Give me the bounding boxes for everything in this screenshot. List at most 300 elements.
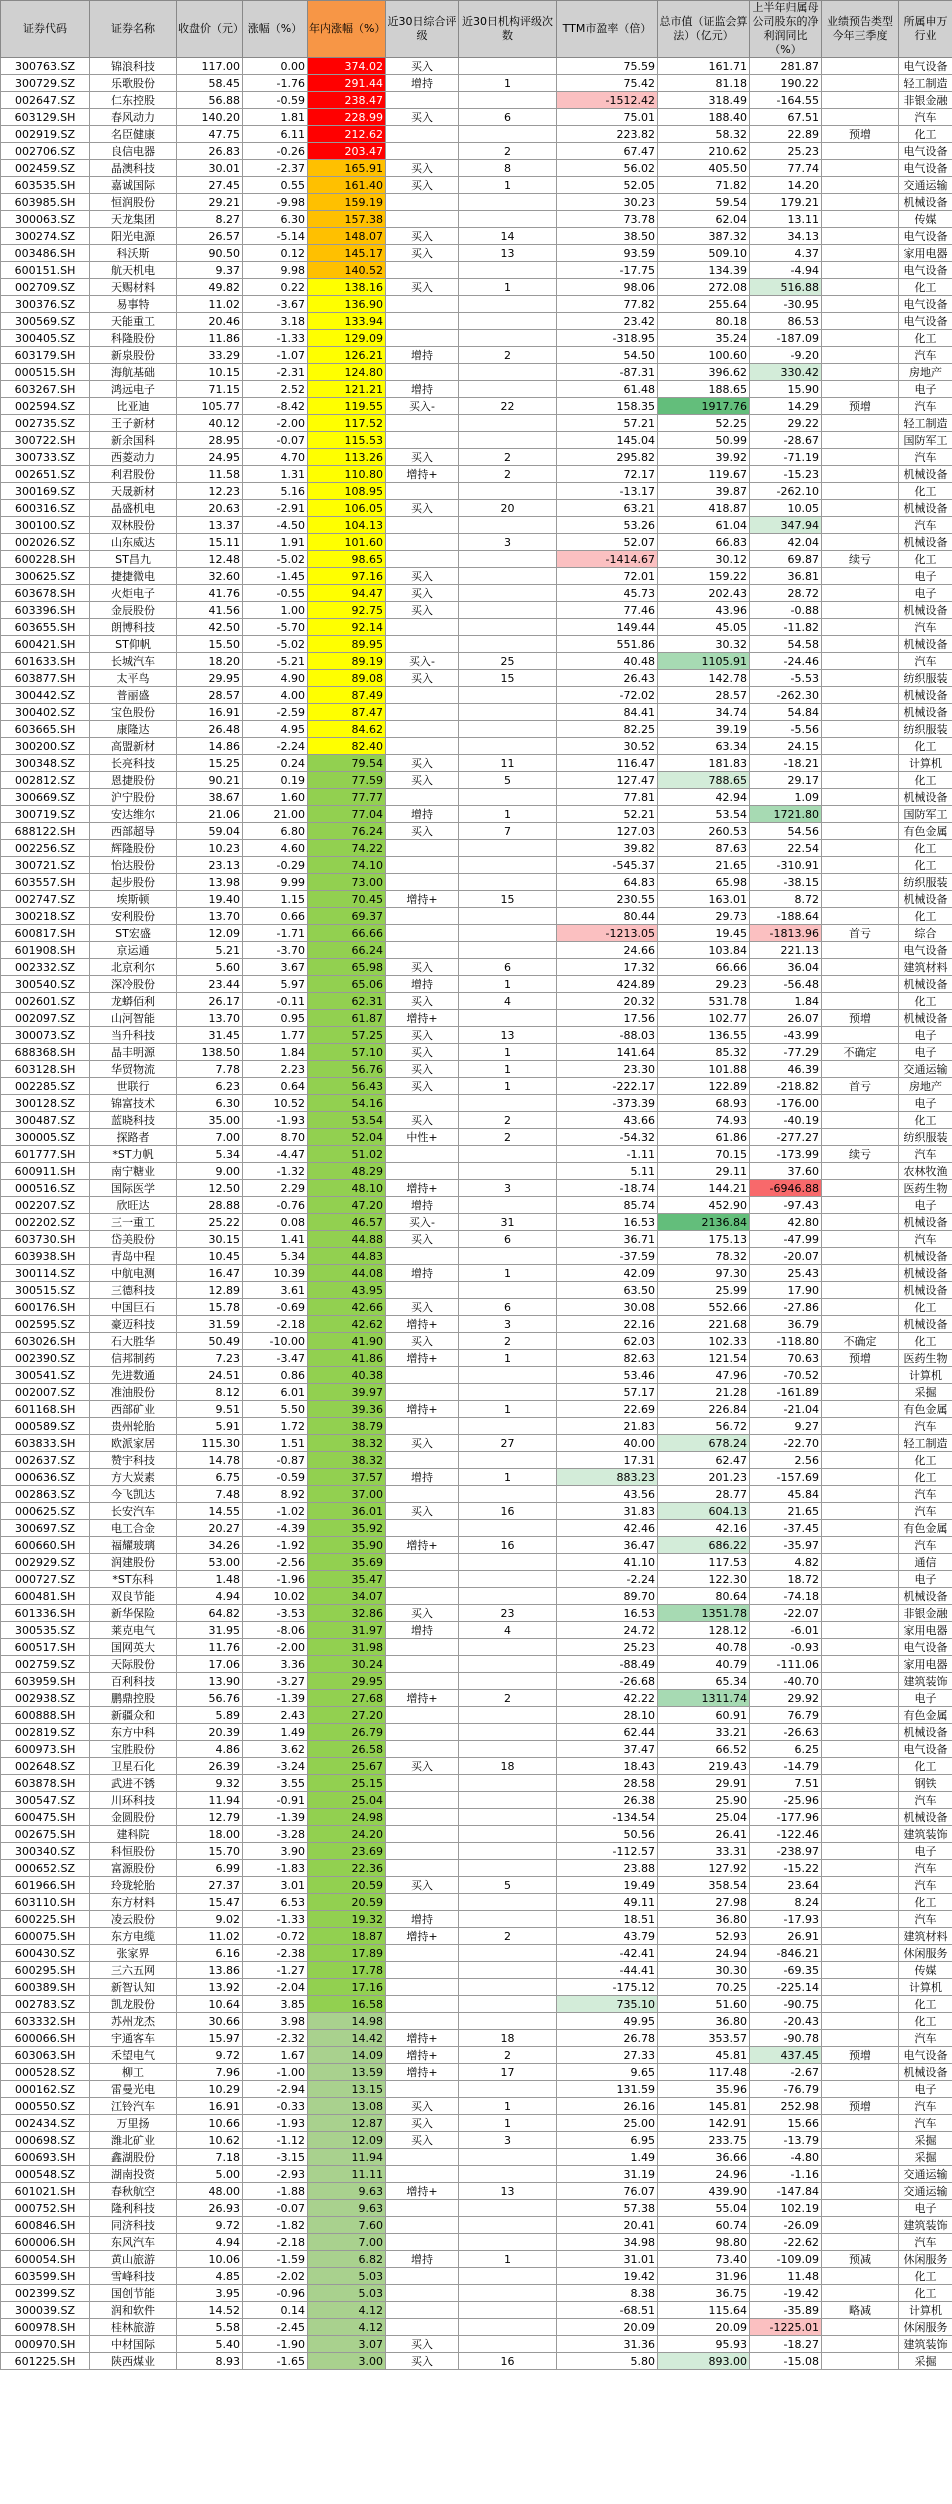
table-row[interactable] <box>1 670 952 687</box>
cell-forecast-type: 不确定 <box>822 1333 899 1350</box>
table-row[interactable] <box>1 1367 952 1384</box>
cell-close-price: 3.95 <box>177 2285 243 2302</box>
table-row[interactable] <box>1 2098 952 2115</box>
table-row[interactable] <box>1 925 952 942</box>
cell-code: 600846.SH <box>1 2217 90 2234</box>
cell-forecast-type <box>822 313 899 330</box>
cell-pe-ttm: -134.54 <box>557 1809 658 1826</box>
table-row[interactable] <box>1 1078 952 1095</box>
table-row[interactable] <box>1 2353 952 2370</box>
cell-forecast-type <box>822 1282 899 1299</box>
cell-pe-ttm: 24.72 <box>557 1622 658 1639</box>
cell-net-profit-yoy: 29.17 <box>750 772 822 789</box>
table-row[interactable] <box>1 1537 952 1554</box>
table-row[interactable] <box>1 1690 952 1707</box>
cell-name: 嘉诚国际 <box>90 177 177 194</box>
table-row[interactable] <box>1 687 952 704</box>
table-row[interactable] <box>1 1316 952 1333</box>
table-row[interactable] <box>1 2285 952 2302</box>
table-row[interactable] <box>1 1996 952 2013</box>
table-row[interactable] <box>1 1639 952 1656</box>
cell-code: 601777.SH <box>1 1146 90 1163</box>
cell-pe-ttm: 42.09 <box>557 1265 658 1282</box>
cell-code: 300402.SZ <box>1 704 90 721</box>
cell-industry: 电子 <box>899 1843 952 1860</box>
cell-ytd-gain: 77.77 <box>308 789 386 806</box>
table-row[interactable] <box>1 160 952 177</box>
cell-rating <box>386 1809 459 1826</box>
cell-close-price: 16.91 <box>177 2098 243 2115</box>
table-row[interactable] <box>1 1826 952 1843</box>
cell-name: 方大炭素 <box>90 1469 177 1486</box>
table-row[interactable] <box>1 1673 952 1690</box>
table-row[interactable] <box>1 602 952 619</box>
cell-change: 3.85 <box>243 1996 308 2013</box>
table-row[interactable] <box>1 1095 952 1112</box>
cell-pe-ttm: 82.63 <box>557 1350 658 1367</box>
cell-rating <box>386 1826 459 1843</box>
table-row[interactable] <box>1 1299 952 1316</box>
cell-change: -8.42 <box>243 398 308 415</box>
cell-close-price: 59.04 <box>177 823 243 840</box>
cell-market-cap: 188.65 <box>658 381 750 398</box>
cell-rating-count <box>459 1384 557 1401</box>
cell-change: -3.24 <box>243 1758 308 1775</box>
table-row[interactable] <box>1 1741 952 1758</box>
cell-rating-count: 2 <box>459 1112 557 1129</box>
cell-ytd-gain: 43.95 <box>308 1282 386 1299</box>
table-row[interactable] <box>1 2183 952 2200</box>
cell-change: -1.39 <box>243 1690 308 1707</box>
cell-change: 0.55 <box>243 177 308 194</box>
table-row[interactable] <box>1 1792 952 1809</box>
table-row[interactable] <box>1 2251 952 2268</box>
table-row[interactable] <box>1 1282 952 1299</box>
cell-change: 1.81 <box>243 109 308 126</box>
cell-forecast-type <box>822 1724 899 1741</box>
cell-code: 688122.SH <box>1 823 90 840</box>
cell-net-profit-yoy: -1813.96 <box>750 925 822 942</box>
table-row[interactable] <box>1 432 952 449</box>
cell-name: 王子新材 <box>90 415 177 432</box>
cell-net-profit-yoy: -846.21 <box>750 1945 822 1962</box>
table-row[interactable] <box>1 738 952 755</box>
cell-change: -3.70 <box>243 942 308 959</box>
table-row[interactable] <box>1 2115 952 2132</box>
cell-code: 300169.SZ <box>1 483 90 500</box>
cell-forecast-type <box>822 1418 899 1435</box>
table-row[interactable] <box>1 755 952 772</box>
cell-net-profit-yoy: 4.37 <box>750 245 822 262</box>
table-row[interactable] <box>1 330 952 347</box>
table-row[interactable] <box>1 381 952 398</box>
cell-rating-count: 2 <box>459 1928 557 1945</box>
cell-net-profit-yoy: -14.79 <box>750 1758 822 1775</box>
cell-code: 002735.SZ <box>1 415 90 432</box>
table-row[interactable] <box>1 2132 952 2149</box>
table-row[interactable] <box>1 857 952 874</box>
cell-market-cap: 33.21 <box>658 1724 750 1741</box>
cell-change: 2.29 <box>243 1180 308 1197</box>
table-row[interactable] <box>1 1877 952 1894</box>
cell-net-profit-yoy: 29.22 <box>750 415 822 432</box>
cell-forecast-type <box>822 1996 899 2013</box>
table-row[interactable] <box>1 942 952 959</box>
cell-forecast-type <box>822 857 899 874</box>
table-row[interactable] <box>1 568 952 585</box>
table-row[interactable] <box>1 1605 952 1622</box>
header-market-cap: 总市值（证监会算法）（亿元） <box>658 1 750 58</box>
cell-ytd-gain: 115.53 <box>308 432 386 449</box>
table-row[interactable] <box>1 1350 952 1367</box>
cell-name: 新智认知 <box>90 1979 177 1996</box>
header-rating-count: 近30日机构评级次数 <box>459 1 557 58</box>
table-row[interactable] <box>1 1248 952 1265</box>
table-row[interactable] <box>1 1656 952 1673</box>
cell-forecast-type <box>822 466 899 483</box>
cell-ytd-gain: 38.32 <box>308 1435 386 1452</box>
cell-rating-count: 1 <box>459 279 557 296</box>
table-row[interactable] <box>1 1775 952 1792</box>
table-row[interactable] <box>1 1571 952 1588</box>
cell-close-price: 11.86 <box>177 330 243 347</box>
table-row[interactable] <box>1 364 952 381</box>
table-row[interactable] <box>1 1010 952 1027</box>
table-row[interactable] <box>1 1129 952 1146</box>
table-row[interactable] <box>1 976 952 993</box>
table-row[interactable] <box>1 398 952 415</box>
table-row[interactable] <box>1 1860 952 1877</box>
table-row[interactable] <box>1 1027 952 1044</box>
cell-market-cap: 396.62 <box>658 364 750 381</box>
table-row[interactable] <box>1 75 952 92</box>
cell-industry: 电气设备 <box>899 313 952 330</box>
cell-market-cap: 36.75 <box>658 2285 750 2302</box>
table-row[interactable] <box>1 789 952 806</box>
cell-name: 西部矿业 <box>90 1401 177 1418</box>
cell-rating: 增持+ <box>386 1401 459 1418</box>
cell-rating: 买入 <box>386 1758 459 1775</box>
cell-ytd-gain: 203.47 <box>308 143 386 160</box>
cell-rating-count: 15 <box>459 891 557 908</box>
cell-market-cap: 31.96 <box>658 2268 750 2285</box>
table-row[interactable] <box>1 1520 952 1537</box>
cell-close-price: 15.97 <box>177 2030 243 2047</box>
table-row[interactable] <box>1 1469 952 1486</box>
cell-rating <box>386 1384 459 1401</box>
cell-name: 华贸物流 <box>90 1061 177 1078</box>
cell-rating-count <box>459 619 557 636</box>
table-row[interactable] <box>1 619 952 636</box>
cell-code: 002706.SZ <box>1 143 90 160</box>
table-row[interactable] <box>1 2030 952 2047</box>
table-row[interactable] <box>1 1843 952 1860</box>
table-row[interactable] <box>1 806 952 823</box>
cell-code: 002595.SZ <box>1 1316 90 1333</box>
table-row[interactable] <box>1 1979 952 1996</box>
cell-code: 300376.SZ <box>1 296 90 313</box>
table-row[interactable] <box>1 840 952 857</box>
cell-pe-ttm: -373.39 <box>557 1095 658 1112</box>
table-row[interactable] <box>1 772 952 789</box>
table-row[interactable] <box>1 1333 952 1350</box>
cell-industry: 机械设备 <box>899 1248 952 1265</box>
table-row[interactable] <box>1 1758 952 1775</box>
cell-rating-count <box>459 1520 557 1537</box>
cell-ytd-gain: 56.76 <box>308 1061 386 1078</box>
cell-net-profit-yoy: 23.64 <box>750 1877 822 1894</box>
table-row[interactable] <box>1 959 952 976</box>
cell-close-price: 26.57 <box>177 228 243 245</box>
table-row[interactable] <box>1 143 952 160</box>
cell-forecast-type: 不确定 <box>822 1044 899 1061</box>
cell-ytd-gain: 73.00 <box>308 874 386 891</box>
cell-market-cap: 25.90 <box>658 1792 750 1809</box>
table-row[interactable] <box>1 262 952 279</box>
cell-industry: 化工 <box>899 840 952 857</box>
cell-ytd-gain: 14.42 <box>308 2030 386 2047</box>
table-row[interactable] <box>1 1707 952 1724</box>
table-row[interactable] <box>1 1418 952 1435</box>
cell-code: 002007.SZ <box>1 1384 90 1401</box>
cell-net-profit-yoy: -277.27 <box>750 1129 822 1146</box>
cell-rating-count <box>459 1095 557 1112</box>
table-row[interactable] <box>1 823 952 840</box>
cell-rating-count <box>459 364 557 381</box>
cell-rating-count <box>459 92 557 109</box>
table-row[interactable] <box>1 1061 952 1078</box>
table-row[interactable] <box>1 466 952 483</box>
table-row[interactable] <box>1 92 952 109</box>
cell-change: 10.02 <box>243 1588 308 1605</box>
table-row[interactable] <box>1 1622 952 1639</box>
cell-ytd-gain: 89.19 <box>308 653 386 670</box>
table-row[interactable] <box>1 636 952 653</box>
table-row[interactable] <box>1 1945 952 1962</box>
table-row[interactable] <box>1 1214 952 1231</box>
table-row[interactable] <box>1 993 952 1010</box>
cell-close-price: 48.00 <box>177 2183 243 2200</box>
table-row[interactable] <box>1 1146 952 1163</box>
cell-net-profit-yoy: -1225.01 <box>750 2319 822 2336</box>
cell-ytd-gain: 87.49 <box>308 687 386 704</box>
table-row[interactable] <box>1 1231 952 1248</box>
table-row[interactable] <box>1 449 952 466</box>
cell-market-cap: 36.80 <box>658 2013 750 2030</box>
cell-net-profit-yoy: -21.04 <box>750 1401 822 1418</box>
cell-rating <box>386 262 459 279</box>
cell-net-profit-yoy: 25.43 <box>750 1265 822 1282</box>
table-row[interactable] <box>1 1265 952 1282</box>
table-row[interactable] <box>1 1180 952 1197</box>
cell-ytd-gain: 212.62 <box>308 126 386 143</box>
cell-name: 新泉股份 <box>90 347 177 364</box>
cell-rating: 增持 <box>386 976 459 993</box>
cell-ytd-gain: 104.13 <box>308 517 386 534</box>
cell-name: 三一重工 <box>90 1214 177 1231</box>
cell-rating-count <box>459 1248 557 1265</box>
cell-change: -1.02 <box>243 1503 308 1520</box>
cell-forecast-type: 预增 <box>822 2047 899 2064</box>
table-row[interactable] <box>1 1894 952 1911</box>
cell-close-price: 32.60 <box>177 568 243 585</box>
table-row[interactable] <box>1 1588 952 1605</box>
table-row[interactable] <box>1 1911 952 1928</box>
table-row[interactable] <box>1 2081 952 2098</box>
cell-code: 300200.SZ <box>1 738 90 755</box>
cell-market-cap: 509.10 <box>658 245 750 262</box>
table-row[interactable] <box>1 1044 952 1061</box>
cell-change: -3.15 <box>243 2149 308 2166</box>
table-row[interactable] <box>1 1384 952 1401</box>
cell-code: 002459.SZ <box>1 160 90 177</box>
table-row[interactable] <box>1 1962 952 1979</box>
table-row[interactable] <box>1 2302 952 2319</box>
cell-rating-count: 6 <box>459 959 557 976</box>
cell-close-price: 13.90 <box>177 1673 243 1690</box>
cell-code: 300128.SZ <box>1 1095 90 1112</box>
cell-rating-count <box>459 738 557 755</box>
cell-rating-count <box>459 1962 557 1979</box>
cell-forecast-type <box>822 1605 899 1622</box>
cell-forecast-type <box>822 1979 899 1996</box>
table-row[interactable] <box>1 1809 952 1826</box>
table-row[interactable] <box>1 721 952 738</box>
table-row[interactable] <box>1 1928 952 1945</box>
table-row[interactable] <box>1 279 952 296</box>
cell-rating-count: 1 <box>459 2115 557 2132</box>
table-row[interactable] <box>1 347 952 364</box>
table-row[interactable] <box>1 1401 952 1418</box>
table-row[interactable] <box>1 228 952 245</box>
cell-close-price: 14.52 <box>177 2302 243 2319</box>
cell-name: *ST力帆 <box>90 1146 177 1163</box>
cell-rating <box>386 330 459 347</box>
table-row[interactable] <box>1 1112 952 1129</box>
cell-close-price: 5.60 <box>177 959 243 976</box>
cell-net-profit-yoy: 46.39 <box>750 1061 822 1078</box>
table-row[interactable] <box>1 704 952 721</box>
cell-forecast-type <box>822 1486 899 1503</box>
cell-rating: 增持 <box>386 1197 459 1214</box>
table-row[interactable] <box>1 177 952 194</box>
table-row[interactable] <box>1 194 952 211</box>
table-row[interactable] <box>1 653 952 670</box>
cell-rating: 买入 <box>386 228 459 245</box>
cell-ytd-gain: 9.63 <box>308 2200 386 2217</box>
table-row[interactable] <box>1 109 952 126</box>
table-row[interactable] <box>1 500 952 517</box>
table-row[interactable] <box>1 1197 952 1214</box>
cell-forecast-type <box>822 755 899 772</box>
cell-change: -1.00 <box>243 2064 308 2081</box>
table-row[interactable] <box>1 483 952 500</box>
table-row[interactable] <box>1 1554 952 1571</box>
cell-name: 卫星石化 <box>90 1758 177 1775</box>
table-row[interactable] <box>1 2234 952 2251</box>
cell-ytd-gain: 113.26 <box>308 449 386 466</box>
cell-pe-ttm: 56.02 <box>557 160 658 177</box>
cell-forecast-type <box>822 704 899 721</box>
table-row[interactable] <box>1 891 952 908</box>
table-row[interactable] <box>1 585 952 602</box>
cell-rating-count: 15 <box>459 670 557 687</box>
table-row[interactable] <box>1 2268 952 2285</box>
cell-close-price: 6.16 <box>177 1945 243 1962</box>
cell-pe-ttm: 98.06 <box>557 279 658 296</box>
table-row[interactable] <box>1 58 952 75</box>
table-row[interactable] <box>1 1452 952 1469</box>
table-row[interactable] <box>1 2047 952 2064</box>
table-row[interactable] <box>1 517 952 534</box>
cell-close-price: 31.59 <box>177 1316 243 1333</box>
cell-code: 002819.SZ <box>1 1724 90 1741</box>
table-row[interactable] <box>1 2200 952 2217</box>
cell-industry: 机械设备 <box>899 500 952 517</box>
cell-name: 仁东控股 <box>90 92 177 109</box>
table-row[interactable] <box>1 2064 952 2081</box>
cell-forecast-type <box>822 194 899 211</box>
cell-forecast-type: 预增 <box>822 1350 899 1367</box>
cell-pe-ttm: 75.42 <box>557 75 658 92</box>
cell-ytd-gain: 94.47 <box>308 585 386 602</box>
table-row[interactable] <box>1 415 952 432</box>
cell-forecast-type <box>822 449 899 466</box>
table-row[interactable] <box>1 296 952 313</box>
table-row[interactable] <box>1 1724 952 1741</box>
table-row[interactable] <box>1 211 952 228</box>
cell-close-price: 4.86 <box>177 1741 243 1758</box>
cell-net-profit-yoy: 26.07 <box>750 1010 822 1027</box>
cell-change: -4.39 <box>243 1520 308 1537</box>
table-row[interactable] <box>1 908 952 925</box>
table-row[interactable] <box>1 874 952 891</box>
table-row[interactable] <box>1 2166 952 2183</box>
table-row[interactable] <box>1 2217 952 2234</box>
cell-forecast-type <box>822 381 899 398</box>
table-row[interactable] <box>1 1486 952 1503</box>
table-row[interactable] <box>1 245 952 262</box>
cell-forecast-type <box>822 2336 899 2353</box>
cell-industry: 机械设备 <box>899 1010 952 1027</box>
table-row[interactable] <box>1 2336 952 2353</box>
cell-name: 中材国际 <box>90 2336 177 2353</box>
cell-change: 3.98 <box>243 2013 308 2030</box>
table-row[interactable] <box>1 2319 952 2336</box>
cell-ytd-gain: 56.43 <box>308 1078 386 1095</box>
table-row[interactable] <box>1 2149 952 2166</box>
table-row[interactable] <box>1 1435 952 1452</box>
table-row[interactable] <box>1 534 952 551</box>
cell-close-price: 8.27 <box>177 211 243 228</box>
cell-change: -1.32 <box>243 1163 308 1180</box>
table-row[interactable] <box>1 126 952 143</box>
cell-rating: 买入 <box>386 772 459 789</box>
cell-change: -5.21 <box>243 653 308 670</box>
cell-ytd-gain: 145.17 <box>308 245 386 262</box>
cell-rating <box>386 1996 459 2013</box>
table-row[interactable] <box>1 551 952 568</box>
table-row[interactable] <box>1 313 952 330</box>
cell-pe-ttm: 62.03 <box>557 1333 658 1350</box>
table-row[interactable] <box>1 2013 952 2030</box>
cell-change: -1.07 <box>243 347 308 364</box>
table-row[interactable] <box>1 1163 952 1180</box>
cell-industry: 电子 <box>899 2081 952 2098</box>
table-row[interactable] <box>1 1503 952 1520</box>
cell-ytd-gain: 106.05 <box>308 500 386 517</box>
cell-forecast-type <box>822 823 899 840</box>
